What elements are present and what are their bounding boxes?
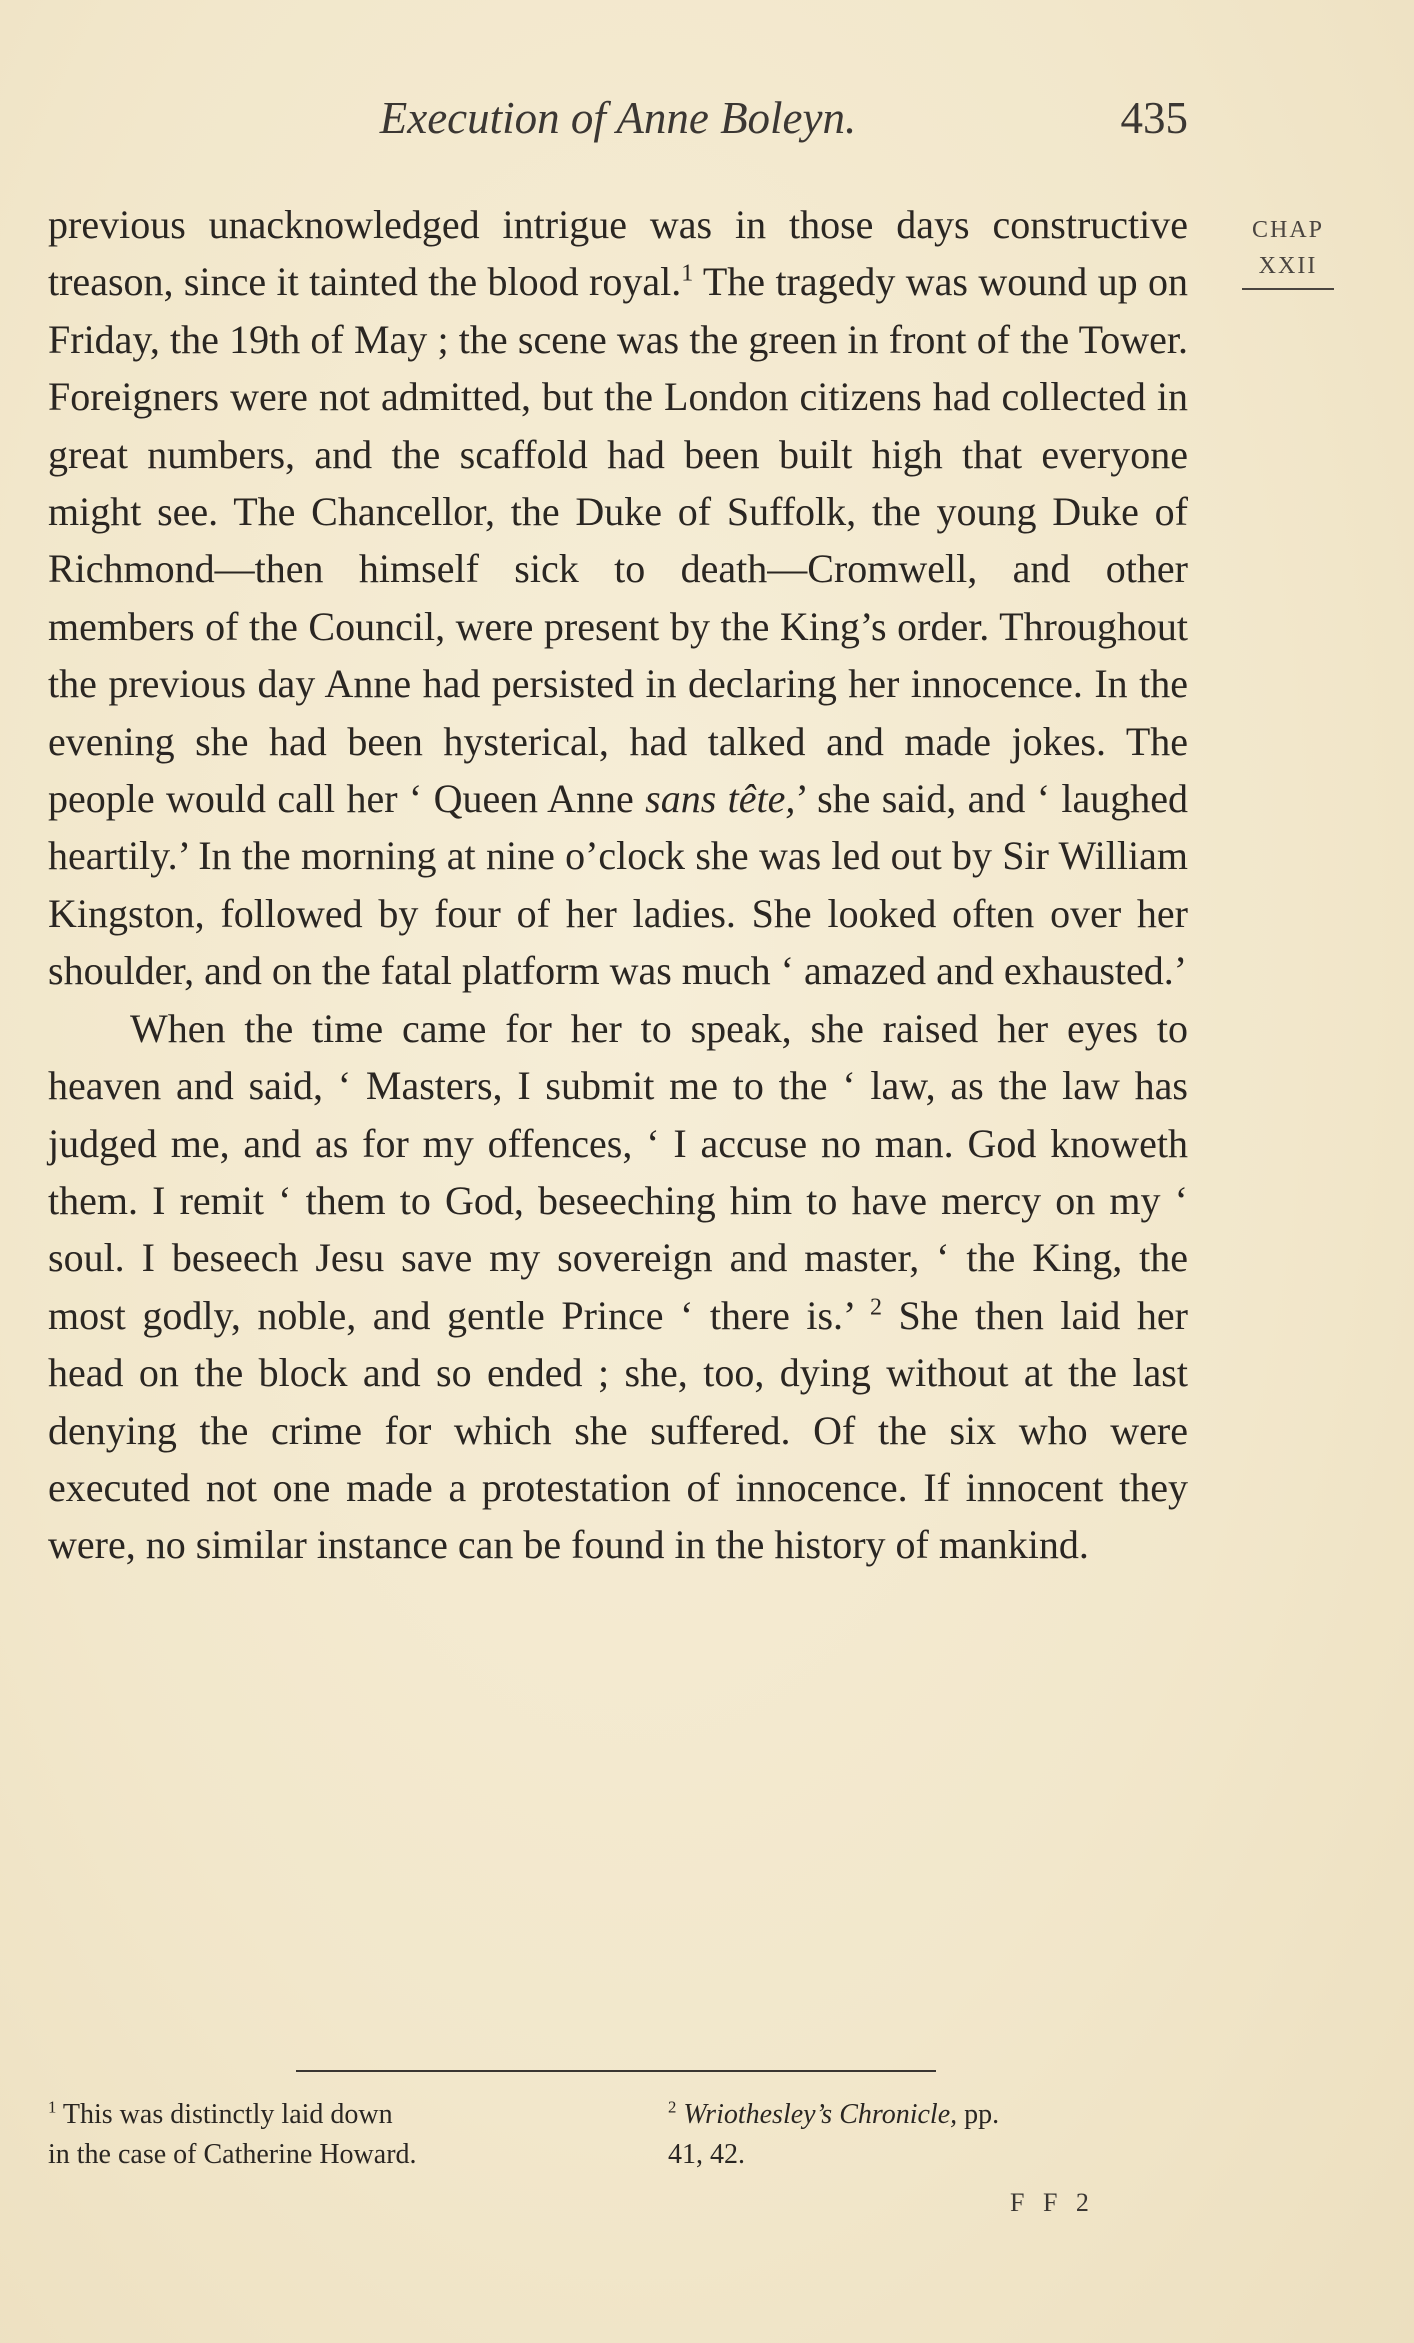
footnote-rule (296, 2070, 936, 2072)
text-segment: previous unacknowledged intrigue was in those days constructive treason, since it tainted the blood royal. (48, 202, 1188, 305)
footnote-1 (48, 2095, 608, 2175)
footnote-2-line1 (668, 2095, 1188, 2135)
paragraph-1 (48, 196, 1188, 1000)
text-segment: She then laid her head on the block and so ended ; she, too, dying without at the last denying the crime for which she suffered. Of the six who were executed not one made a protestation of innocence. If innocent they were, no similar instance can be found in the history of mankind. (48, 1292, 1188, 1568)
chapter-label: CHAP (1251, 217, 1325, 243)
footnote-1-line1 (48, 2095, 608, 2135)
paragraph-2 (48, 1000, 1188, 1574)
footnote-2 (668, 2095, 1188, 2175)
footnote-1-line2: in the case of Catherine Howard. (48, 2139, 417, 2170)
body-text (48, 196, 1188, 1574)
chapter-number: XXII (1258, 253, 1318, 279)
footnote-2-line2: 41, 42. (668, 2139, 745, 2170)
footnote-ref-2: 2 (869, 1294, 882, 1321)
page-number: 435 (1120, 93, 1188, 143)
chapter-side-note (1238, 212, 1338, 290)
text-segment: When the time came for her to speak, she raised her eyes to heaven and said, ‘ Masters, I submit me to the ‘ law, as the law has judged me, and as for my offences, ‘ I accuse no man. God knoweth them. I remit ‘ them to God, beseeching him to have mercy on my ‘ soul. I beseech Jesu save my sovereign and master, ‘ the King, the most godly, noble, and gentle Prince ‘ there is.’ (48, 1005, 1188, 1338)
signature-mark: F F 2 (1010, 2188, 1095, 2217)
footnote-2-source: Wriothesley’s Chronicle, (683, 2099, 958, 2130)
running-head (48, 92, 1188, 152)
footnote-ref-1: 1 (681, 261, 694, 288)
footnote-2-marker: 2 (668, 2097, 677, 2117)
footnote-2-pages-label: pp. (964, 2099, 1000, 2130)
text-segment: ’ she said, and ‘ laughed heartily.’ In the morning at nine o’clock she was led out by Sir William Kingston, followed by four of her ladies. She looked often over her shoulder, and on the fatal platform was much ‘ amazed and exhausted.’ (48, 776, 1188, 994)
italic-phrase: sans tête, (645, 776, 796, 822)
side-note-rule (1242, 288, 1334, 290)
running-title: Execution of Anne Boleyn. (379, 93, 857, 143)
text-segment: The tragedy was wound up on Friday, the 19th of May ; the scene was the green in front of the Tower. Foreigners were not admitted, but the London citizens had collected in great numbers, and the scaffold had been built high that everyone might see. The Chancellor, the Duke of Suffolk, the young Duke of Richmond—then himself sick to death—Cromwell, and other members of the Council, were present by the King’s order. Throughout the previous day Anne had persisted in declaring her innocence. In the evening she had been hysterical, had talked and made jokes. The people would call her ‘ Queen Anne (48, 259, 1189, 822)
footnote-1-text: This was distinctly laid down (62, 2099, 393, 2130)
footnote-1-marker: 1 (48, 2097, 57, 2117)
